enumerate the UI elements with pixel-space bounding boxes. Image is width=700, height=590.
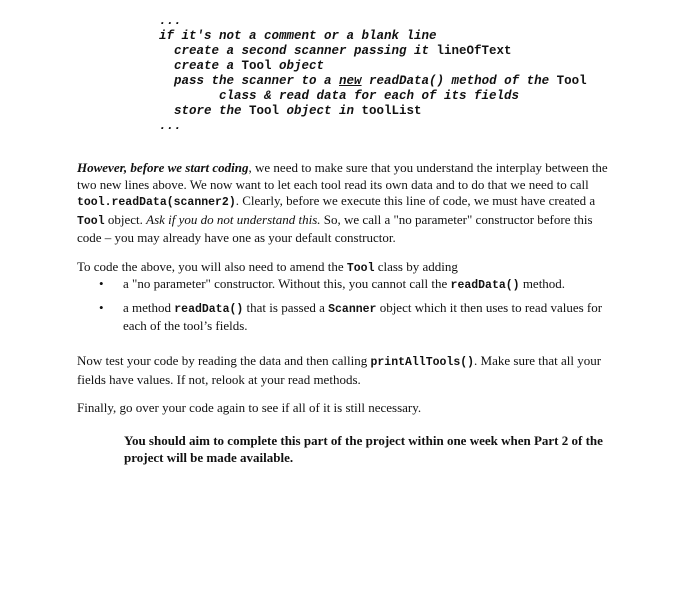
text: a method	[123, 299, 175, 315]
text: . Clearly, before we execute this line of code, we must have created a	[235, 193, 596, 208]
pseudocode-block	[159, 14, 587, 134]
code-line: ...	[159, 119, 182, 133]
text: To code the above, you will also need to amend the	[77, 259, 347, 274]
text: a "no parameter" constructor. Without this, you cannot call the	[123, 276, 451, 291]
code-line: create a second scanner passing it lineOfText	[159, 44, 512, 58]
deadline-note: You should aim to complete this part of the project within one week when Part 2 of the project will be made available.	[124, 433, 603, 465]
list-item	[96, 276, 616, 295]
text: Now test your code by reading the data and then calling	[77, 353, 371, 368]
text: that is passed a	[243, 299, 329, 315]
paragraph-review: Finally, go over your code again to see if all of it is still necessary.	[77, 400, 422, 415]
text: So, we call a "no parameter" constructor before this code – you may already have one as your default constructor.	[77, 211, 593, 245]
text: method.	[519, 276, 566, 291]
text: object which it then uses to read values for each of the tool’s fields.	[123, 299, 603, 333]
list-item	[96, 300, 616, 335]
code-line: class & read data for each of its fields	[159, 89, 520, 103]
code-line: store the Tool object in toolList	[159, 104, 422, 118]
code-line: create a Tool object	[159, 59, 325, 73]
code-line: ...	[159, 14, 182, 28]
text: , we need to make sure that you understand the interplay between the two new lines above. We now want to let each tool read its own data and to do that we need to call	[77, 160, 608, 192]
inline-code: Scanner	[328, 302, 377, 316]
requirements-list	[96, 276, 616, 340]
inline-code: readData()	[450, 279, 520, 292]
text: . Make sure that all your fields have values. If not, relook at your read methods.	[77, 353, 602, 387]
text: object.	[104, 211, 147, 227]
text: class by adding	[374, 259, 458, 274]
italic-note: Ask if you do not understand this.	[146, 211, 321, 227]
inline-code: tool.readData(scanner2)	[77, 196, 236, 209]
inline-code: printAllTools()	[370, 356, 475, 369]
bullet-icon: •	[99, 299, 104, 315]
paragraph-amend-tool	[77, 259, 617, 278]
inline-code: readData()	[174, 302, 244, 316]
bullet-icon: •	[99, 276, 104, 291]
code-line: pass the scanner to a new readData() method of the Tool	[159, 74, 587, 88]
code-line: if it's not a comment or a blank line	[159, 29, 437, 43]
paragraph-test-code	[77, 353, 617, 388]
lead-phrase: However, before we start coding	[77, 160, 249, 175]
inline-code: Tool	[346, 262, 375, 275]
paragraph-interplay	[77, 160, 617, 247]
inline-code: Tool	[77, 214, 105, 228]
